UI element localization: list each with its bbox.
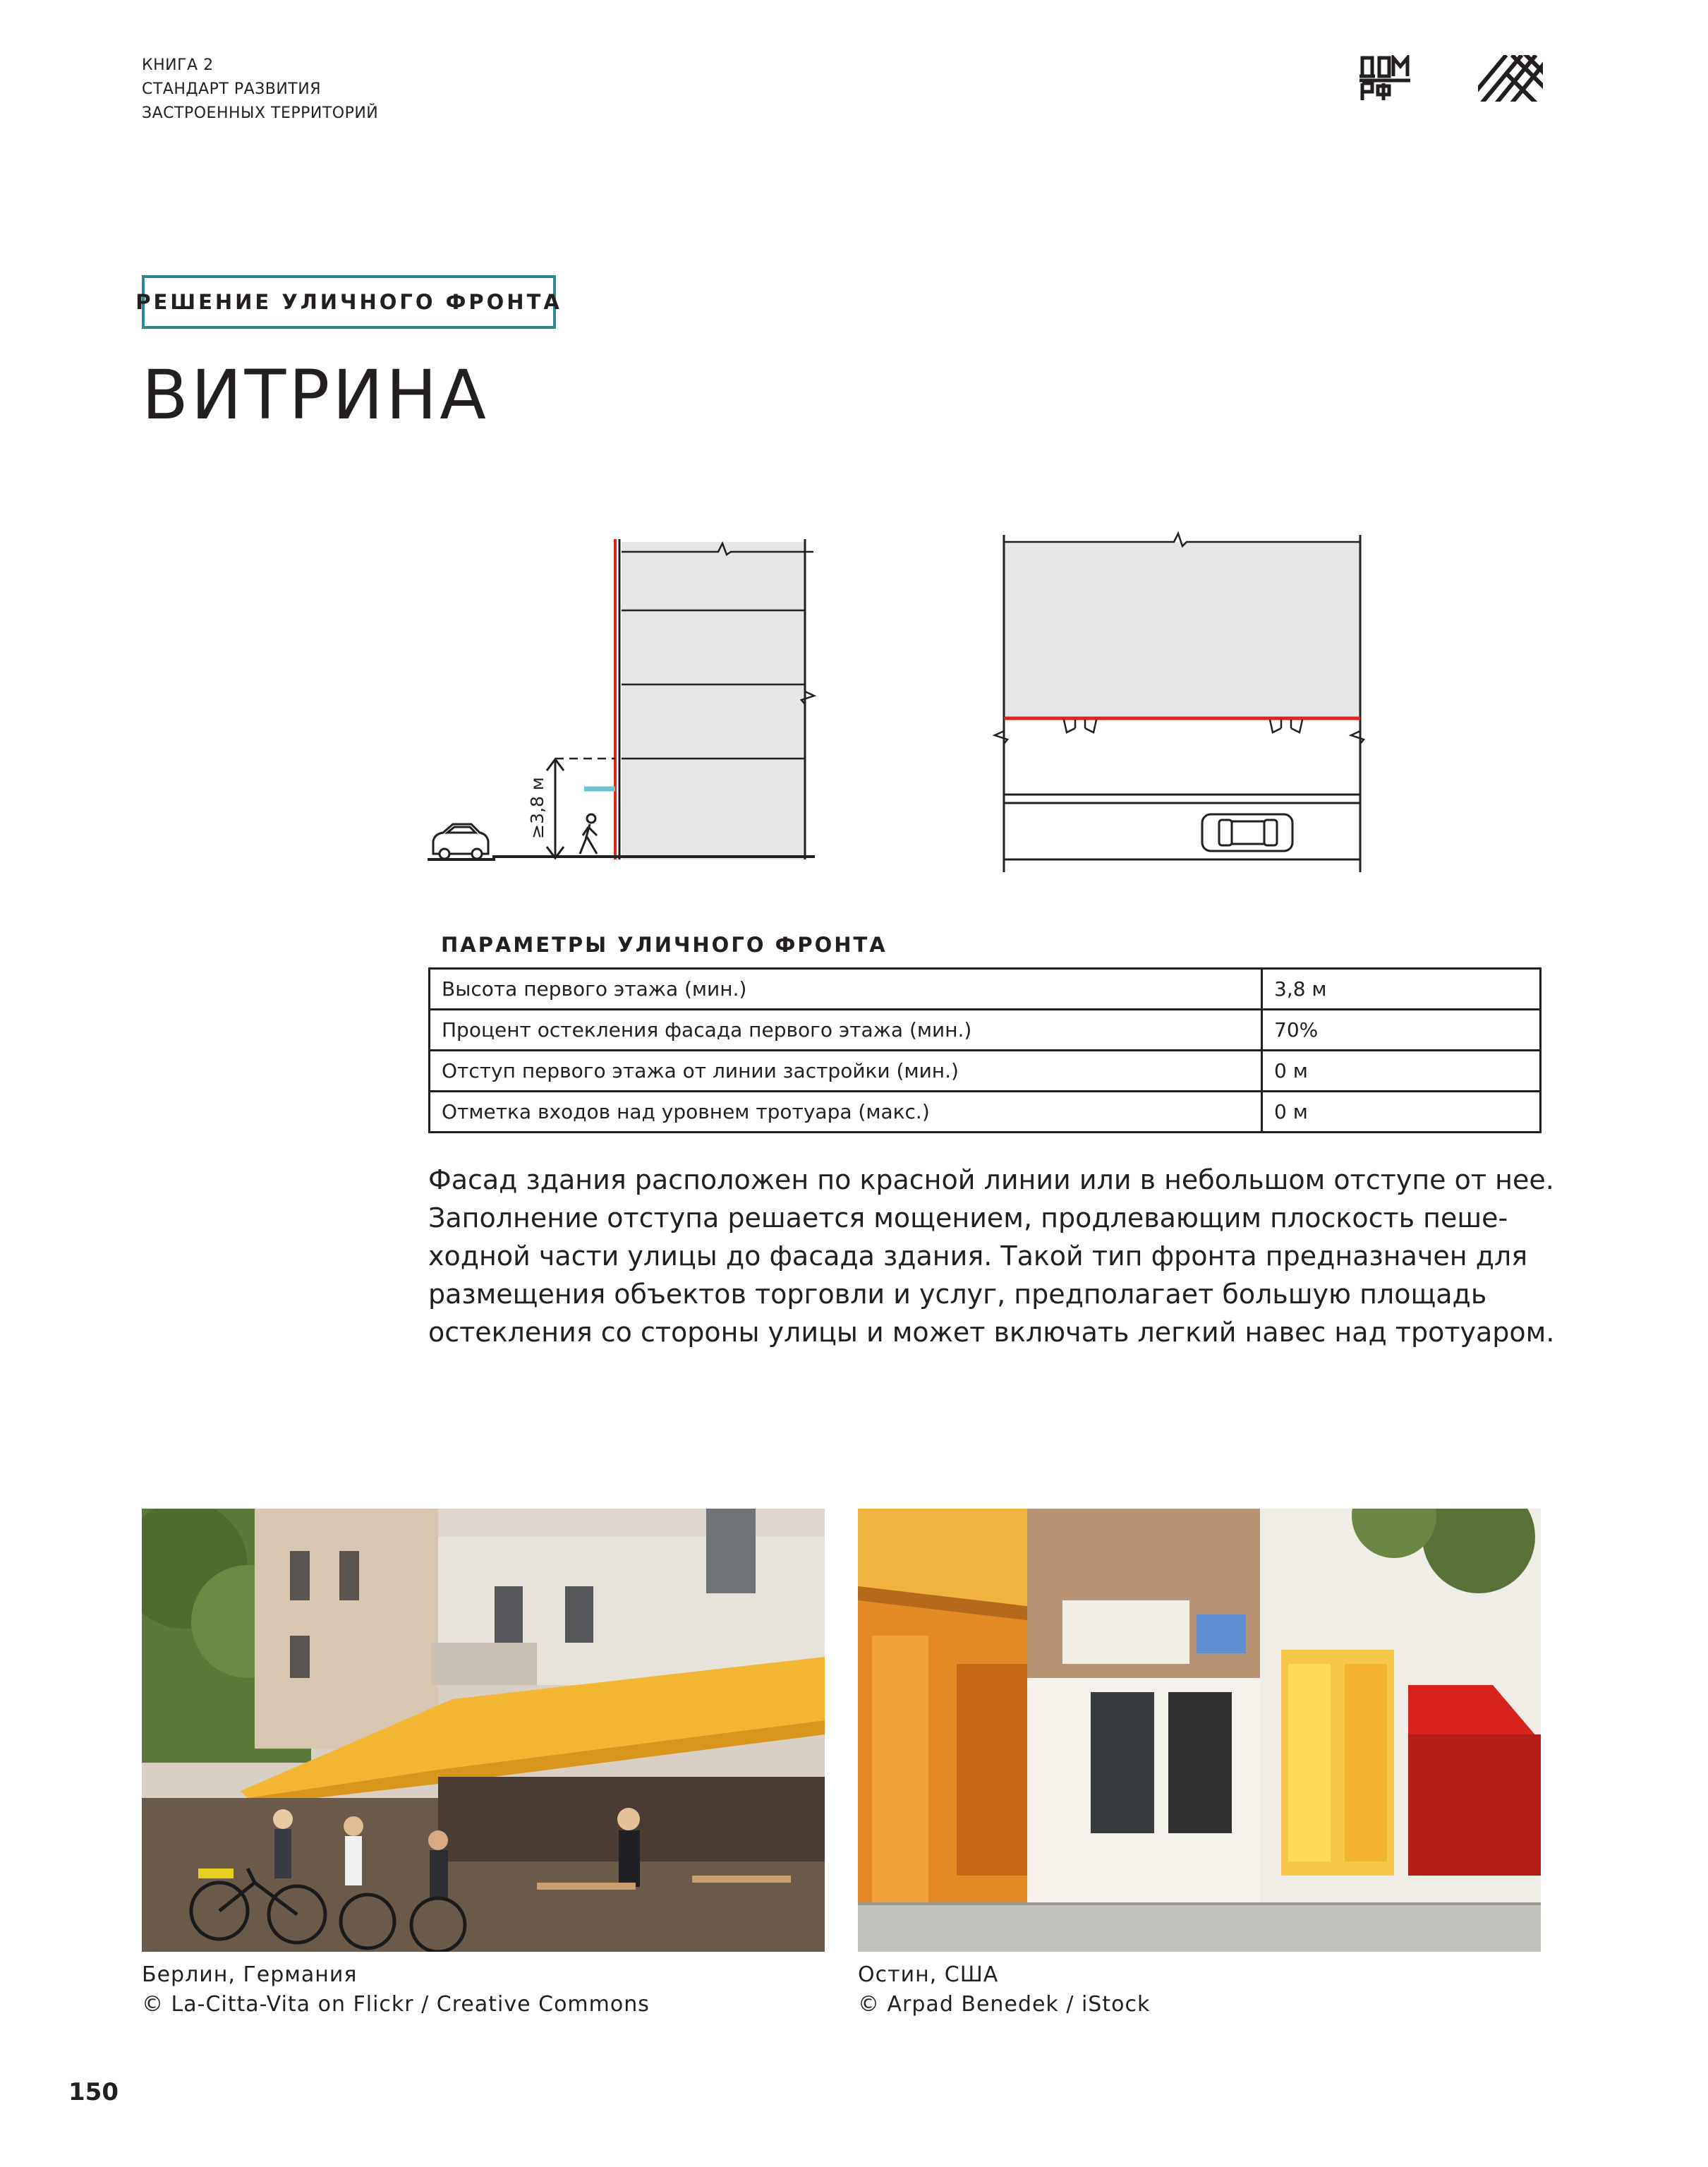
param-value: 0 м xyxy=(1262,1092,1541,1133)
description-line: Заполнение отступа решается мощением, продлевающим плоскость пеше- xyxy=(428,1202,1508,1233)
header-line-2: СТАНДАРТ РАЗВИТИЯ xyxy=(142,80,321,98)
page-number: 150 xyxy=(68,2078,119,2106)
param-label: Высота первого этажа (мин.) xyxy=(430,969,1262,1010)
section-view xyxy=(428,539,815,859)
caption-city: Берлин, Германия xyxy=(142,1962,358,1987)
category-label: РЕШЕНИЕ УЛИЧНОГО ФРОНТА xyxy=(142,275,556,329)
pattern-logo xyxy=(1478,55,1543,102)
parameters-table xyxy=(428,967,1542,1133)
header-line-1: КНИГА 2 xyxy=(142,56,214,74)
table-row xyxy=(430,969,1541,1010)
pedestrian-icon xyxy=(580,814,597,854)
param-label: Отметка входов над уровнем тротуара (макс.) xyxy=(430,1092,1262,1133)
street-front-diagram xyxy=(0,522,1708,889)
param-value: 3,8 м xyxy=(1262,969,1541,1010)
param-label: Отступ первого этажа от линии застройки (мин.) xyxy=(430,1051,1262,1092)
table-row xyxy=(430,1051,1541,1092)
book-header xyxy=(142,54,378,126)
car-side-icon xyxy=(433,824,488,859)
height-dimension-label: ≥3,8 м xyxy=(527,777,547,839)
table-row xyxy=(430,1010,1541,1051)
parameters-title: ПАРАМЕТРЫ УЛИЧНОГО ФРОНТА xyxy=(441,933,888,957)
dom-rf-logo xyxy=(1358,55,1412,103)
description-line: размещения объектов торговли и услуг, предполагает большую площадь xyxy=(428,1279,1487,1310)
austin-street-image xyxy=(858,1509,1541,1952)
page-title: ВИТРИНА xyxy=(142,356,489,435)
header-line-3: ЗАСТРОЕННЫХ ТЕРРИТОРИЙ xyxy=(142,104,379,122)
param-value: 0 м xyxy=(1262,1051,1541,1092)
description-text xyxy=(428,1161,1557,1351)
plan-view xyxy=(995,533,1364,872)
table-row xyxy=(430,1092,1541,1133)
description-line: Фасад здания расположен по красной линии или в небольшом отступе от нее. xyxy=(428,1164,1554,1195)
photo-caption-austin xyxy=(858,1960,1150,2020)
photo-caption-berlin xyxy=(142,1960,650,2020)
photo-berlin xyxy=(142,1509,825,1952)
param-value: 70% xyxy=(1262,1010,1541,1051)
param-label: Процент остекления фасада первого этажа (мин.) xyxy=(430,1010,1262,1051)
caption-credit: © Arpad Benedek / iStock xyxy=(858,1992,1151,2017)
description-line: остекления со стороны улицы и может включать легкий навес над тротуаром. xyxy=(428,1317,1555,1348)
photo-austin xyxy=(858,1509,1541,1952)
berlin-street-image xyxy=(142,1509,825,1952)
caption-credit: © La-Citta-Vita on Flickr / Creative Commons xyxy=(142,1992,650,2017)
description-line: ходной части улицы до фасада здания. Такой тип фронта предназначен для xyxy=(428,1241,1528,1272)
car-top-icon xyxy=(1202,814,1292,851)
caption-city: Остин, США xyxy=(858,1962,999,1987)
